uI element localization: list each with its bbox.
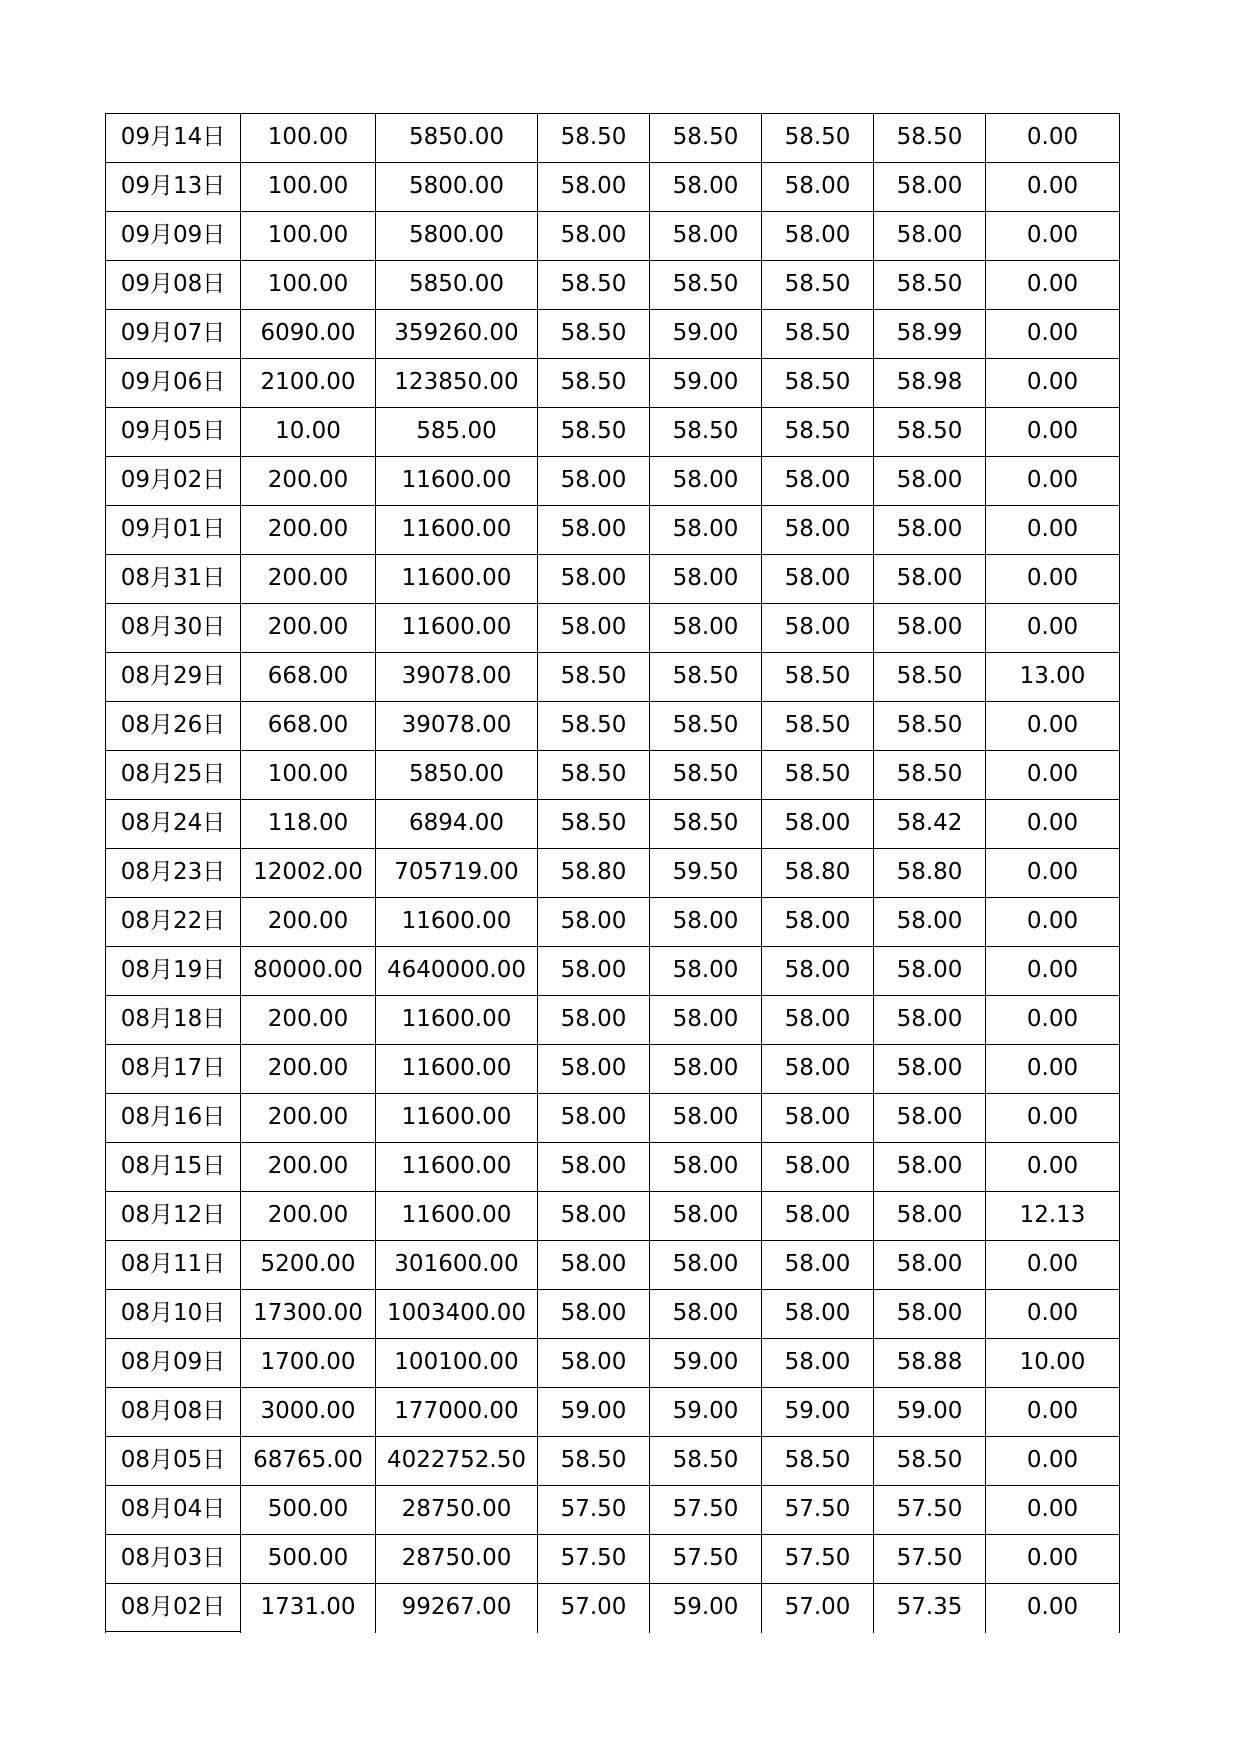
value-cell: 668.00: [241, 653, 376, 702]
value-cell: 200.00: [241, 1143, 376, 1192]
date-cell: 08月05日: [105, 1437, 241, 1486]
value-cell: 118.00: [241, 800, 376, 849]
value-cell: 28750.00: [376, 1486, 538, 1535]
value-cell: 200.00: [241, 898, 376, 947]
value-cell: 58.00: [650, 947, 762, 996]
value-cell: 58.50: [762, 114, 874, 163]
value-cell: 5800.00: [376, 212, 538, 261]
value-cell: 58.50: [762, 408, 874, 457]
date-cell: 09月05日: [105, 408, 241, 457]
value-cell: 11600.00: [376, 1094, 538, 1143]
value-cell: 58.00: [650, 212, 762, 261]
value-cell: 58.00: [650, 1045, 762, 1094]
value-cell: 58.00: [650, 555, 762, 604]
value-cell: 58.00: [538, 163, 650, 212]
value-cell: 100.00: [241, 751, 376, 800]
date-cell: 09月08日: [105, 261, 241, 310]
table-row: [105, 750, 1120, 799]
value-cell: 58.00: [874, 457, 986, 506]
value-cell: 58.00: [650, 163, 762, 212]
value-cell: 12002.00: [241, 849, 376, 898]
value-cell: 57.50: [874, 1535, 986, 1584]
value-cell: 100.00: [241, 163, 376, 212]
value-cell: 0.00: [986, 1143, 1120, 1192]
value-cell: 58.00: [762, 947, 874, 996]
value-cell: 301600.00: [376, 1241, 538, 1290]
value-cell: 58.00: [762, 800, 874, 849]
value-cell: 58.50: [538, 114, 650, 163]
date-cell: 09月07日: [105, 310, 241, 359]
value-cell: 0.00: [986, 506, 1120, 555]
value-cell: 58.00: [538, 555, 650, 604]
date-cell: 08月03日: [105, 1535, 241, 1584]
value-cell: 28750.00: [376, 1535, 538, 1584]
value-cell: 0.00: [986, 114, 1120, 163]
value-cell: 58.00: [762, 1094, 874, 1143]
value-cell: 58.50: [650, 1437, 762, 1486]
value-cell: 58.50: [874, 408, 986, 457]
date-cell: 08月12日: [105, 1192, 241, 1241]
value-cell: 58.50: [650, 702, 762, 751]
value-cell: 58.00: [762, 555, 874, 604]
value-cell: 57.00: [762, 1584, 874, 1633]
value-cell: 58.00: [874, 1045, 986, 1094]
value-cell: 123850.00: [376, 359, 538, 408]
value-cell: 58.99: [874, 310, 986, 359]
value-cell: 0.00: [986, 359, 1120, 408]
date-cell: 08月30日: [105, 604, 241, 653]
value-cell: 200.00: [241, 604, 376, 653]
date-cell: 08月23日: [105, 849, 241, 898]
value-cell: 5850.00: [376, 114, 538, 163]
value-cell: 2100.00: [241, 359, 376, 408]
value-cell: 58.50: [874, 1437, 986, 1486]
value-cell: 58.00: [650, 1241, 762, 1290]
value-cell: 58.00: [650, 1143, 762, 1192]
value-cell: 58.00: [874, 1290, 986, 1339]
value-cell: 0.00: [986, 1045, 1120, 1094]
value-cell: 0.00: [986, 1388, 1120, 1437]
date-cell: 08月02日: [105, 1584, 241, 1633]
value-cell: 0.00: [986, 1094, 1120, 1143]
table-row: [105, 211, 1120, 260]
table-row: [105, 946, 1120, 995]
value-cell: 58.00: [762, 212, 874, 261]
value-cell: 11600.00: [376, 506, 538, 555]
table-row: [105, 505, 1120, 554]
value-cell: 0.00: [986, 751, 1120, 800]
value-cell: 58.80: [874, 849, 986, 898]
date-cell: 08月26日: [105, 702, 241, 751]
value-cell: 58.00: [762, 1192, 874, 1241]
value-cell: 39078.00: [376, 702, 538, 751]
value-cell: 58.50: [762, 310, 874, 359]
date-cell: 08月17日: [105, 1045, 241, 1094]
value-cell: 200.00: [241, 996, 376, 1045]
value-cell: 58.80: [762, 849, 874, 898]
value-cell: 58.00: [650, 1094, 762, 1143]
table-bottom-border: [105, 1631, 241, 1632]
table-row: [105, 799, 1120, 848]
date-cell: 08月24日: [105, 800, 241, 849]
value-cell: 39078.00: [376, 653, 538, 702]
value-cell: 57.50: [762, 1535, 874, 1584]
value-cell: 58.50: [762, 261, 874, 310]
value-cell: 1700.00: [241, 1339, 376, 1388]
value-cell: 58.50: [538, 310, 650, 359]
value-cell: 59.00: [874, 1388, 986, 1437]
value-cell: 58.42: [874, 800, 986, 849]
value-cell: 59.50: [650, 849, 762, 898]
value-cell: 0.00: [986, 849, 1120, 898]
value-cell: 58.00: [762, 1045, 874, 1094]
value-cell: 200.00: [241, 1094, 376, 1143]
value-cell: 58.00: [874, 212, 986, 261]
value-cell: 58.00: [538, 457, 650, 506]
value-cell: 6090.00: [241, 310, 376, 359]
date-cell: 08月08日: [105, 1388, 241, 1437]
value-cell: 0.00: [986, 1486, 1120, 1535]
table-row: [105, 701, 1120, 750]
value-cell: 58.00: [538, 1290, 650, 1339]
value-cell: 59.00: [650, 1339, 762, 1388]
value-cell: 1003400.00: [376, 1290, 538, 1339]
value-cell: 0.00: [986, 163, 1120, 212]
value-cell: 58.00: [874, 1094, 986, 1143]
value-cell: 58.50: [874, 751, 986, 800]
table-row: [105, 358, 1120, 407]
value-cell: 58.50: [538, 653, 650, 702]
value-cell: 58.00: [874, 506, 986, 555]
date-cell: 08月16日: [105, 1094, 241, 1143]
value-cell: 58.00: [762, 506, 874, 555]
value-cell: 58.50: [762, 653, 874, 702]
date-cell: 08月22日: [105, 898, 241, 947]
table-row: [105, 1289, 1120, 1338]
value-cell: 200.00: [241, 1192, 376, 1241]
value-cell: 58.00: [650, 1192, 762, 1241]
value-cell: 59.00: [538, 1388, 650, 1437]
value-cell: 58.00: [538, 1339, 650, 1388]
value-cell: 58.00: [762, 1143, 874, 1192]
table-row: [105, 162, 1120, 211]
table-row: [105, 1534, 1120, 1583]
table-row: [105, 456, 1120, 505]
value-cell: 359260.00: [376, 310, 538, 359]
value-cell: 200.00: [241, 1045, 376, 1094]
date-cell: 08月15日: [105, 1143, 241, 1192]
value-cell: 58.98: [874, 359, 986, 408]
value-cell: 59.00: [762, 1388, 874, 1437]
value-cell: 57.50: [538, 1535, 650, 1584]
table-row: [105, 1583, 1120, 1632]
value-cell: 11600.00: [376, 555, 538, 604]
table-row: [105, 554, 1120, 603]
date-cell: 08月29日: [105, 653, 241, 702]
value-cell: 58.00: [762, 163, 874, 212]
value-cell: 58.00: [538, 947, 650, 996]
value-cell: 0.00: [986, 898, 1120, 947]
value-cell: 0.00: [986, 310, 1120, 359]
value-cell: 58.50: [874, 653, 986, 702]
value-cell: 0.00: [986, 555, 1120, 604]
value-cell: 58.88: [874, 1339, 986, 1388]
value-cell: 57.50: [650, 1535, 762, 1584]
value-cell: 58.00: [650, 457, 762, 506]
value-cell: 58.00: [762, 1241, 874, 1290]
value-cell: 58.80: [538, 849, 650, 898]
value-cell: 58.00: [650, 898, 762, 947]
table-row: [105, 1436, 1120, 1485]
value-cell: 57.35: [874, 1584, 986, 1633]
table-row: [105, 309, 1120, 358]
table-row: [105, 1142, 1120, 1191]
value-cell: 17300.00: [241, 1290, 376, 1339]
table-row: [105, 407, 1120, 456]
value-cell: 5200.00: [241, 1241, 376, 1290]
value-cell: 0.00: [986, 1290, 1120, 1339]
value-cell: 0.00: [986, 947, 1120, 996]
value-cell: 200.00: [241, 506, 376, 555]
value-cell: 58.50: [650, 653, 762, 702]
value-cell: 58.00: [650, 1290, 762, 1339]
trading-table: [105, 113, 1120, 1632]
value-cell: 58.00: [874, 163, 986, 212]
value-cell: 58.00: [538, 1192, 650, 1241]
value-cell: 58.00: [874, 996, 986, 1045]
value-cell: 58.50: [650, 261, 762, 310]
value-cell: 57.00: [538, 1584, 650, 1633]
value-cell: 100.00: [241, 212, 376, 261]
table-row: [105, 848, 1120, 897]
value-cell: 58.00: [538, 1241, 650, 1290]
value-cell: 58.00: [874, 898, 986, 947]
date-cell: 08月04日: [105, 1486, 241, 1535]
value-cell: 13.00: [986, 653, 1120, 702]
date-cell: 09月14日: [105, 114, 241, 163]
value-cell: 0.00: [986, 212, 1120, 261]
value-cell: 58.50: [762, 1437, 874, 1486]
value-cell: 58.00: [538, 212, 650, 261]
value-cell: 585.00: [376, 408, 538, 457]
value-cell: 11600.00: [376, 1143, 538, 1192]
value-cell: 10.00: [986, 1339, 1120, 1388]
value-cell: 58.00: [538, 1045, 650, 1094]
value-cell: 59.00: [650, 1584, 762, 1633]
value-cell: 58.50: [650, 408, 762, 457]
value-cell: 58.50: [874, 114, 986, 163]
value-cell: 11600.00: [376, 996, 538, 1045]
value-cell: 58.00: [874, 555, 986, 604]
value-cell: 200.00: [241, 457, 376, 506]
value-cell: 58.00: [762, 604, 874, 653]
date-cell: 08月11日: [105, 1241, 241, 1290]
value-cell: 58.50: [538, 1437, 650, 1486]
value-cell: 100.00: [241, 261, 376, 310]
value-cell: 58.00: [650, 506, 762, 555]
value-cell: 58.00: [538, 996, 650, 1045]
value-cell: 500.00: [241, 1486, 376, 1535]
value-cell: 58.00: [762, 1339, 874, 1388]
value-cell: 705719.00: [376, 849, 538, 898]
table-row: [105, 1240, 1120, 1289]
value-cell: 12.13: [986, 1192, 1120, 1241]
value-cell: 68765.00: [241, 1437, 376, 1486]
value-cell: 58.50: [538, 408, 650, 457]
value-cell: 58.00: [538, 898, 650, 947]
value-cell: 11600.00: [376, 1045, 538, 1094]
date-cell: 09月01日: [105, 506, 241, 555]
date-cell: 08月09日: [105, 1339, 241, 1388]
value-cell: 58.50: [538, 359, 650, 408]
value-cell: 11600.00: [376, 1192, 538, 1241]
value-cell: 0.00: [986, 604, 1120, 653]
value-cell: 58.00: [650, 604, 762, 653]
value-cell: 0.00: [986, 1584, 1120, 1633]
value-cell: 58.00: [874, 947, 986, 996]
value-cell: 668.00: [241, 702, 376, 751]
value-cell: 58.00: [762, 898, 874, 947]
value-cell: 58.50: [538, 261, 650, 310]
value-cell: 59.00: [650, 310, 762, 359]
value-cell: 100100.00: [376, 1339, 538, 1388]
value-cell: 80000.00: [241, 947, 376, 996]
date-cell: 09月06日: [105, 359, 241, 408]
value-cell: 58.50: [762, 702, 874, 751]
value-cell: 6894.00: [376, 800, 538, 849]
date-cell: 08月18日: [105, 996, 241, 1045]
value-cell: 4022752.50: [376, 1437, 538, 1486]
table-row: [105, 1093, 1120, 1142]
value-cell: 58.00: [874, 1192, 986, 1241]
value-cell: 58.00: [538, 604, 650, 653]
value-cell: 11600.00: [376, 604, 538, 653]
value-cell: 58.50: [650, 800, 762, 849]
value-cell: 0.00: [986, 702, 1120, 751]
value-cell: 58.50: [538, 751, 650, 800]
table-row: [105, 260, 1120, 309]
value-cell: 0.00: [986, 800, 1120, 849]
value-cell: 1731.00: [241, 1584, 376, 1633]
value-cell: 58.00: [874, 1241, 986, 1290]
value-cell: 3000.00: [241, 1388, 376, 1437]
value-cell: 57.50: [874, 1486, 986, 1535]
table-row: [105, 1485, 1120, 1534]
value-cell: 58.50: [874, 702, 986, 751]
table-row: [105, 1338, 1120, 1387]
value-cell: 58.00: [762, 996, 874, 1045]
value-cell: 58.00: [762, 457, 874, 506]
value-cell: 58.50: [874, 261, 986, 310]
date-cell: 09月02日: [105, 457, 241, 506]
value-cell: 58.50: [538, 800, 650, 849]
value-cell: 0.00: [986, 408, 1120, 457]
table-row: [105, 897, 1120, 946]
value-cell: 99267.00: [376, 1584, 538, 1633]
value-cell: 58.00: [650, 996, 762, 1045]
value-cell: 58.00: [538, 1094, 650, 1143]
value-cell: 10.00: [241, 408, 376, 457]
value-cell: 57.50: [650, 1486, 762, 1535]
date-cell: 09月09日: [105, 212, 241, 261]
value-cell: 58.00: [538, 1143, 650, 1192]
value-cell: 58.00: [874, 1143, 986, 1192]
value-cell: 5850.00: [376, 261, 538, 310]
value-cell: 200.00: [241, 555, 376, 604]
value-cell: 500.00: [241, 1535, 376, 1584]
value-cell: 11600.00: [376, 898, 538, 947]
value-cell: 5850.00: [376, 751, 538, 800]
value-cell: 58.00: [762, 1290, 874, 1339]
value-cell: 58.50: [650, 114, 762, 163]
table-row: [105, 1387, 1120, 1436]
table-row: [105, 603, 1120, 652]
value-cell: 11600.00: [376, 457, 538, 506]
value-cell: 58.00: [538, 506, 650, 555]
value-cell: 57.50: [538, 1486, 650, 1535]
table-row: [105, 995, 1120, 1044]
value-cell: 0.00: [986, 996, 1120, 1045]
value-cell: 4640000.00: [376, 947, 538, 996]
value-cell: 0.00: [986, 1437, 1120, 1486]
table-row: [105, 113, 1120, 162]
date-cell: 08月31日: [105, 555, 241, 604]
date-cell: 08月25日: [105, 751, 241, 800]
value-cell: 58.50: [762, 751, 874, 800]
value-cell: 58.50: [650, 751, 762, 800]
date-cell: 08月10日: [105, 1290, 241, 1339]
value-cell: 0.00: [986, 1241, 1120, 1290]
value-cell: 177000.00: [376, 1388, 538, 1437]
table-row: [105, 1191, 1120, 1240]
value-cell: 58.50: [538, 702, 650, 751]
date-cell: 08月19日: [105, 947, 241, 996]
value-cell: 0.00: [986, 457, 1120, 506]
value-cell: 58.00: [874, 604, 986, 653]
value-cell: 58.50: [762, 359, 874, 408]
value-cell: 100.00: [241, 114, 376, 163]
value-cell: 59.00: [650, 1388, 762, 1437]
table-row: [105, 1044, 1120, 1093]
table-row: [105, 652, 1120, 701]
value-cell: 57.50: [762, 1486, 874, 1535]
value-cell: 0.00: [986, 261, 1120, 310]
date-cell: 09月13日: [105, 163, 241, 212]
value-cell: 5800.00: [376, 163, 538, 212]
value-cell: 59.00: [650, 359, 762, 408]
value-cell: 0.00: [986, 1535, 1120, 1584]
